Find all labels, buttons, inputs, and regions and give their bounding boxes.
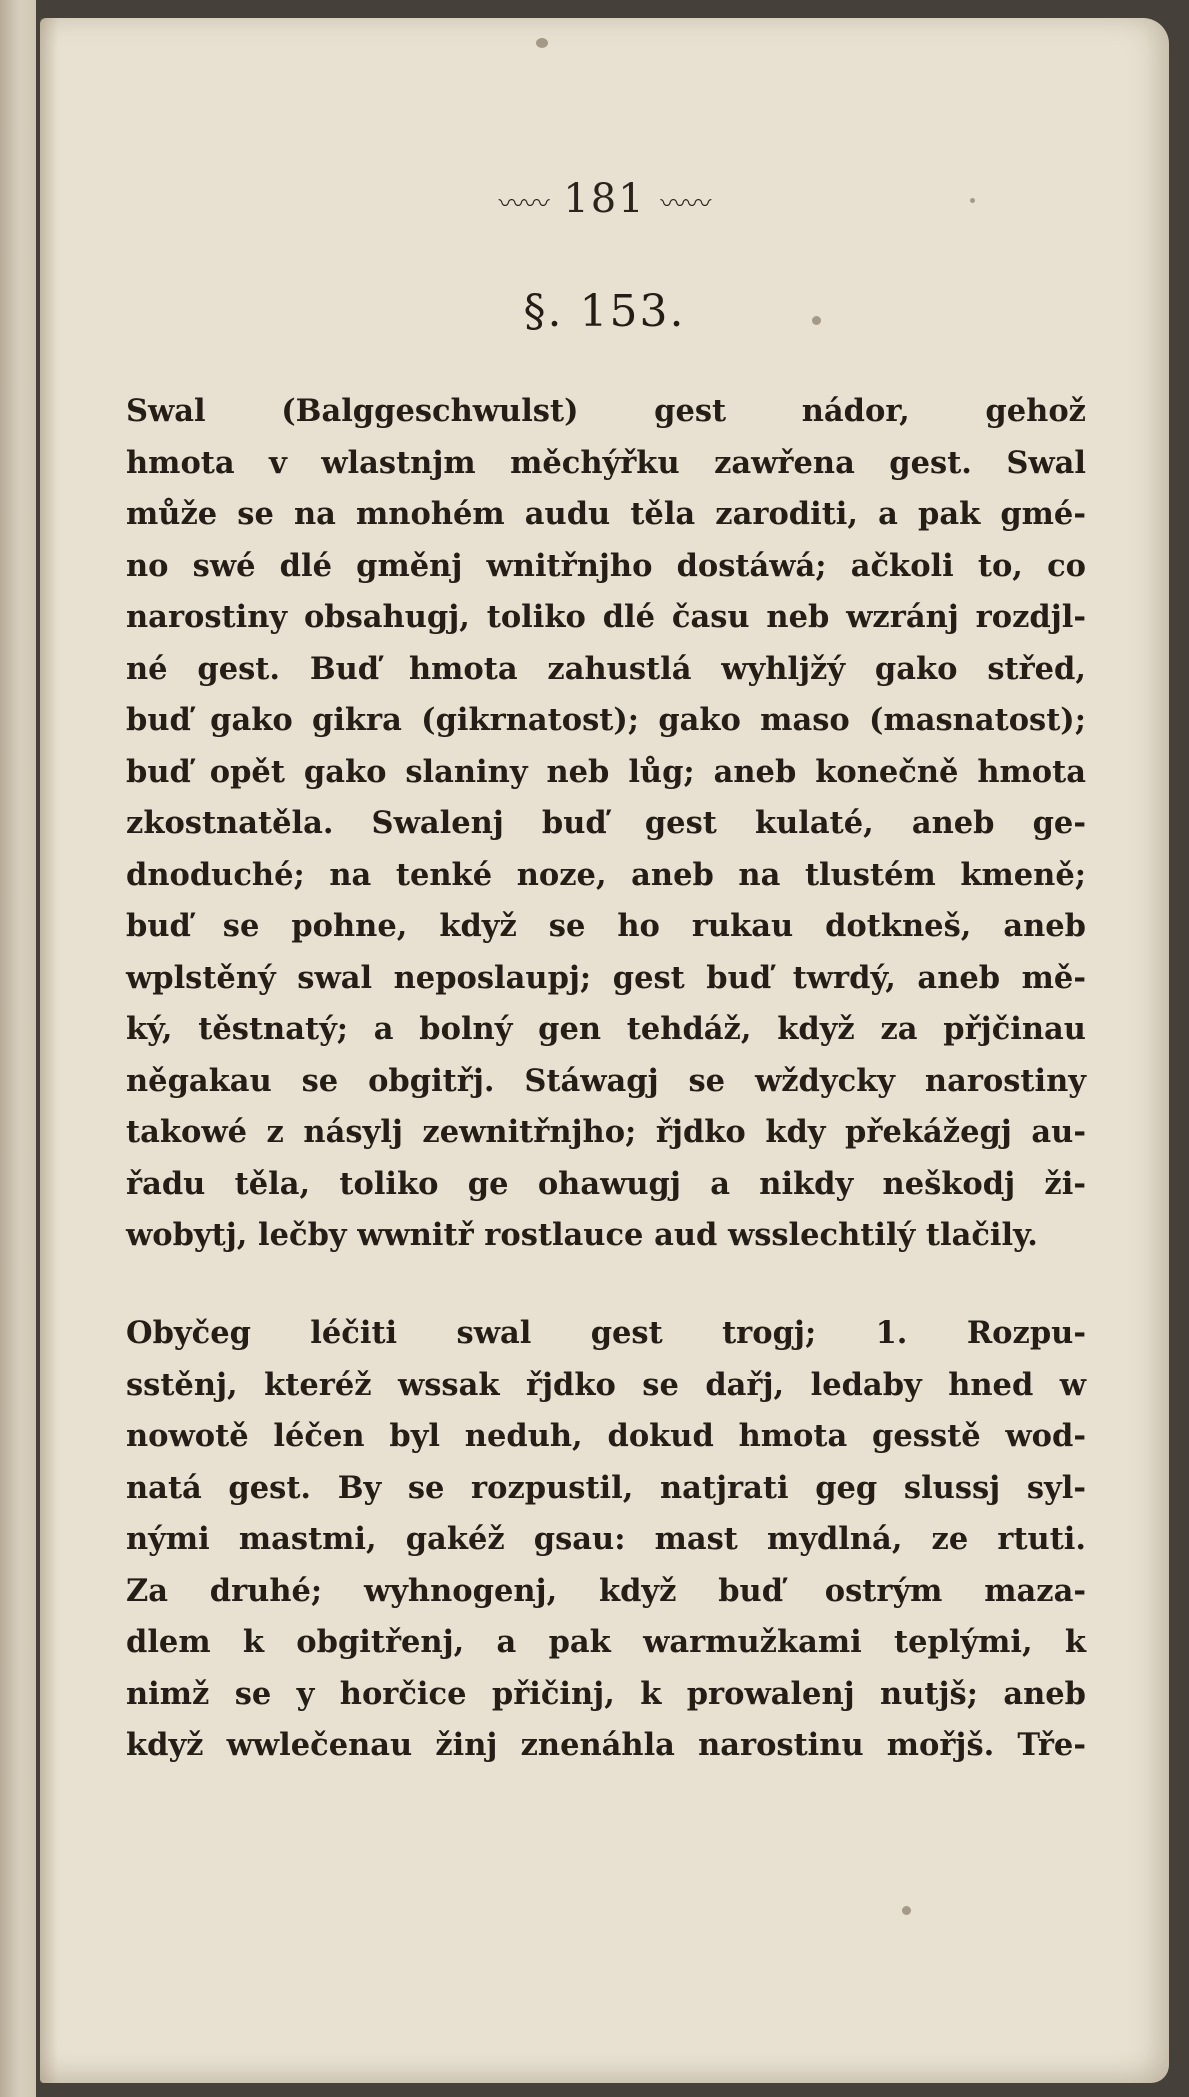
text-line: Swal (Balggeschwulst) gest nádor, gehož	[126, 393, 1086, 429]
paper-speck	[970, 198, 975, 203]
text-line: narostiny obsahugj, toliko dlé času neb wzránj rozdjl-	[126, 599, 1086, 635]
book-page	[40, 18, 1169, 2083]
text-line: zkostnatěla. Swalenj buď gest kulaté, aneb ge-	[126, 805, 1086, 841]
text-line: Za druhé; wyhnogenj, když buď ostrým maza-	[126, 1572, 1086, 1609]
right-ornament: 〰〰	[660, 189, 711, 220]
text-line: nými mastmi, gakéž gsau: mast mydlná, ze rtuti.	[126, 1521, 1086, 1557]
page-number-header	[40, 176, 1169, 222]
left-ornament: 〰〰	[498, 189, 549, 220]
text-line: Obyčeg léčiti swal gest trogj; 1. Rozpu-	[126, 1315, 1086, 1351]
text-line: když wwlečenau žinj znenáhla narostinu mořjš. Tře-	[126, 1727, 1086, 1763]
paper-speck	[536, 38, 548, 48]
text-line: no swé dlé gměnj wnitřnjho dostáwá; ačkoli to, co	[126, 547, 1086, 584]
paper-speck	[902, 1906, 911, 1915]
text-line: dlem k obgitřenj, a pak warmužkami teplými, k	[126, 1624, 1086, 1660]
text-line: nowotě léčen byl neduh, dokud hmota gesstě wod-	[126, 1418, 1086, 1454]
page-number: 181	[563, 176, 646, 222]
book-spine-edge	[0, 0, 36, 2097]
paper-speck	[812, 316, 821, 325]
text-line: wobytj, lečby wwnitř rostlauce aud wsslechtilý tlačily.	[126, 1217, 1038, 1253]
text-line: natá gest. By se rozpustil, natjrati geg slussj syl-	[126, 1469, 1086, 1506]
text-line: sstěnj, kteréž wssak řjdko se dařj, ledaby hned w	[126, 1366, 1086, 1403]
paragraph-1	[126, 386, 1086, 1262]
text-line: buď opět gako slaniny neb lůg; aneb konečně hmota	[126, 753, 1086, 790]
text-line: buď se pohne, když se ho rukau dotkneš, aneb	[126, 908, 1086, 944]
text-line: hmota v wlastnjm měchýřku zawřena gest. Swal	[126, 444, 1086, 481]
text-line: něgakau se obgitřj. Stáwagj se wždycky narostiny	[126, 1062, 1086, 1099]
text-line: ký, těstnatý; a bolný gen tehdáž, když za přjčinau	[126, 1011, 1086, 1047]
text-line: takowé z násylj zewnitřnjho; řjdko kdy překážegj au-	[126, 1114, 1086, 1150]
paragraph-2	[126, 1308, 1086, 1772]
text-line: nimž se y horčice přičinj, k prowalenj nutjš; aneb	[126, 1675, 1086, 1712]
text-line: dnoduché; na tenké noze, aneb na tlustém kmeně;	[126, 856, 1086, 893]
text-line: řadu těla, toliko ge ohawugj a nikdy neškodj ži-	[126, 1165, 1086, 1202]
text-line: né gest. Buď hmota zahustlá wyhljžý gako střed,	[126, 650, 1086, 687]
section-heading: §. 153.	[523, 286, 686, 337]
text-line: buď gako gikra (gikrnatost); gako maso (masnatost);	[126, 702, 1086, 738]
text-line: wplstěný swal neposlaupj; gest buď twrdý, aneb mě-	[126, 959, 1086, 996]
text-line: může se na mnohém audu těla zaroditi, a pak gmé-	[126, 496, 1086, 532]
